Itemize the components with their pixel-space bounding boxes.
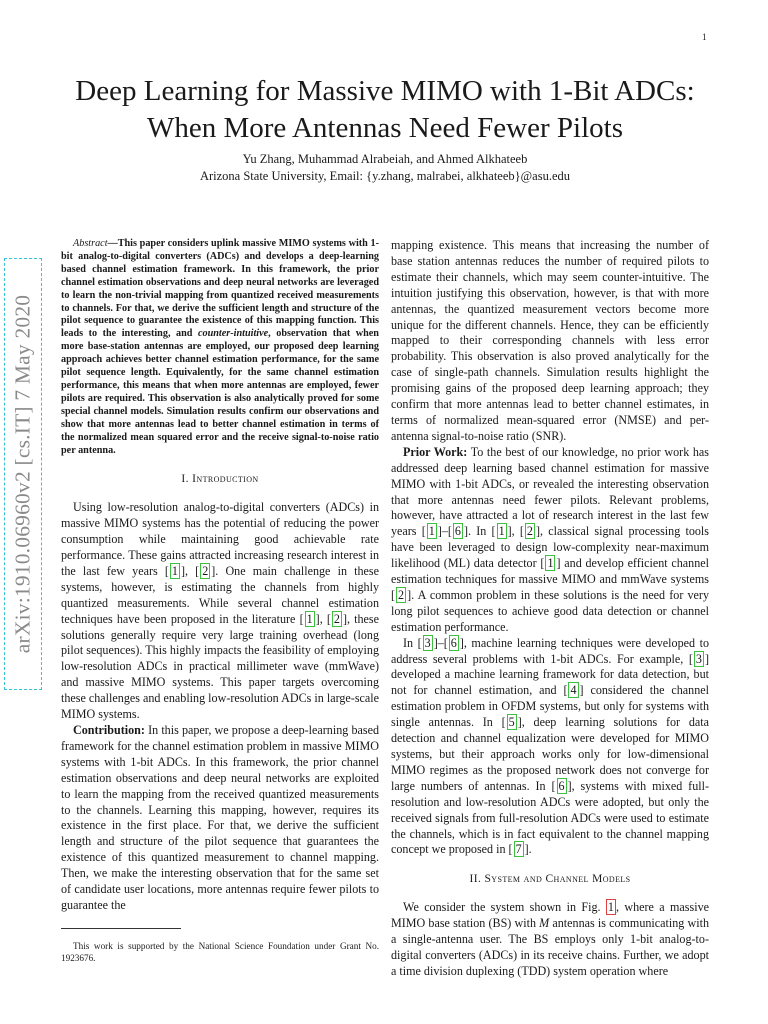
contribution-paragraph [61, 723, 379, 914]
text-run: , machine learning techniques were developed to address several problems with 1-bit ADCs. For example, [391, 635, 709, 666]
text-run: developed a machine learning framework for data detection, but not for channel estimation, and [391, 667, 709, 698]
affiliation: Arizona State University, Email: {y.zhang, malrabei, alkhateeb}@asu.edu [199, 169, 571, 183]
ml-paragraph: In [ 3 ]–[ 6 ], machine learning techniques were developed to address several problems with 1-bit ADCs. For example, [ 3 ] developed a machine learning framework for data detection, but not for channel estimation, and [ 4 ] considered the channel estimation problem in OFDM systems, but only for systems with single antennas. In [ 5 ], deep learning solutions for data detection and channel equalization were developed for MIMO systems, but their approach works only for low-dimensional MIMO regimes as the proposed network does not converge for large numbers of antennas. In [ 6 ], systems with mixed full-resolution and low-resolution ADCs were adopted, but only the received signals from full-resolution ADCs were used to estimate the channels, which is in fact equivalent to the channel mapping concept we proposed in [ 7 ]. [391, 635, 710, 857]
prior-work-paragraph: Prior Work: To the best of our knowledge, no prior work has addressed deep learning based channel estimation for massive MIMO with 1-bit ADCs, or revealed the interesting observation that more antennas need fewer pilots. Relevant problems, however, have attracted a lot of research interest in the last few years [ 1 ]–[ 6 ]. In [ 1 ], [ 2 ], classical signal processing tools have been leveraged to design low-complexity near-maximum likelihood (ML) data detector [ 1 ] and develop efficient channel estimation techniques for massive MIMO and mmWave systems [ 2 ]. A common problem in these solutions is the need for very long pilot sequences to achieve good data detection or channel estimation performance. [391, 444, 710, 634]
citation-link[interactable]: 6 [454, 524, 461, 539]
text-run: Using low-resolution analog-to-digital converters (ADCs) in massive MIMO systems has the potential of reducing the power consumption while maintaining good achievable rate performance. These gains attracted increasing research interest in the last few years [61, 500, 379, 578]
citation-link[interactable]: 3 [424, 635, 431, 650]
text-run: , where a massive MIMO base station (BS) with [391, 900, 709, 931]
citation-link[interactable]: 2 [398, 587, 405, 602]
text-run: , [319, 611, 327, 626]
author-block [60, 151, 710, 185]
paragraph-heading: Prior Work: [403, 444, 468, 459]
author-names: Yu Zhang, Muhammad Alrabeiah, and Ahmed Alkhateeb [242, 152, 528, 166]
text-run: In this paper, we propose a deep-learning based framework for the channel estimation problem in massive MIMO systems with 1-bit ADCs. In this framework, the prior channel estimation observations and deep neural networks are exploited to learn the mapping from the received quantized measurements to the channels. Learning this mapping, however, requires its existence in the first place. For that, we derive the sufficient length and structure of the pilot sequence that guarantees the existence of this quantized measurement to channel mapping. Then, we make the interesting observation that for the same set of candidate user locations, more antennas require fewer pilots to guarantee the [61, 723, 379, 912]
citation-link[interactable]: 1 [428, 524, 435, 539]
text-run: . A common problem in these solutions is the need for very long pilot sequences to achieve good data detection or channel estimation performance. [391, 587, 709, 634]
continued-paragraph: mapping existence. This means that increasing the number of base station antennas reduces the number of required pilots to estimate their channels, which may seem counter-intuitive. The intuition justifying this observation, however, is that with more antennas, the quantized measurement vectors become more unique for the different channels. Hence, they can be efficiently mapped to their corresponding channels with less error probability. This observation is also proved analytically for the case of single-path channels. Simulation results highlight the promising gains of the proposed deep learning approach; they confirm that more antennas lead to better channel estimates, in terms of normalized mean-squared error (NMSE) and per-antenna signal-to-noise ratio (SNR). [391, 238, 709, 443]
citation-link[interactable]: 1 [547, 556, 554, 571]
paper-title: Deep Learning for Massive MIMO with 1-Bit ADCs: When More Antennas Need Fewer Pilots [75, 75, 695, 144]
abstract [61, 238, 379, 457]
text-run: . One main challenge in these systems, however, is estimating the channels from highly quantized measurements. While several channel estimation techniques have been proposed in the literature [61, 563, 380, 626]
citation-link[interactable]: 2 [333, 611, 340, 626]
citation-link[interactable]: 2 [526, 524, 533, 539]
abstract-emphasis: counter-intuitive [197, 328, 269, 340]
text-run: and develop efficient channel estimation techniques for massive MIMO and mmWave systems [391, 556, 710, 587]
citation-link[interactable]: 1 [306, 611, 313, 626]
left-column [61, 238, 379, 914]
text-run: We consider the system shown in Fig. [403, 900, 606, 915]
citation-link[interactable]: 1 [171, 563, 178, 578]
citation-link[interactable]: 6 [450, 635, 457, 650]
citation-link[interactable]: 6 [558, 778, 565, 793]
page-number: 1 [702, 32, 707, 42]
text-run: , systems with mixed full-resolution and low-resolution ADCs were adopted, but only the received signals from full-resolution ADCs were used to estimate the channels, which is in fact equivalent to the channel mapping concept we proposed in [391, 778, 710, 857]
right-column [391, 238, 709, 980]
text-run: , [184, 563, 196, 578]
citation-link[interactable]: 4 [570, 683, 577, 698]
citation-link[interactable]: 1 [498, 524, 505, 539]
text-run: In [403, 635, 418, 650]
text-run: . [528, 842, 532, 857]
citation-link[interactable]: 7 [515, 842, 522, 857]
text-run: , deep learning solutions for data detection and channel equalization were developed for MIMO systems, but their approach works only for low-dimensional MIMO regimes as the proposed network does not converge for large numbers of antennas. In [391, 715, 709, 793]
system-paragraph [391, 900, 709, 980]
abstract-text: —This paper considers uplink massive MIMO systems with 1-bit analog-to-digital converters (ADCs) and develops a deep-learning based channel estimation framework. In this framework, the prior channel estimation observations and deep neural networks are leveraged to learn the non-trivial mapping from quantized received measurements to channels. For that, we derive the sufficient length and structure of the pilot sequence to guarantee the existence of this mapping function. This leads to the interesting, and [61, 238, 379, 340]
section-heading-introduction: I. Introduction [181, 473, 259, 486]
citation-link[interactable]: 5 [508, 715, 515, 730]
text-run: antennas is communicating with a single-antenna user. The BS employs only 1-bit analog-to-digital converters (ADCs) in its receive chains. Further, we adopt a time division duplexing (TDD) system operation where [391, 916, 709, 978]
text-run: considered the channel estimation problem in OFDM systems, but only for systems with single antennas. In [391, 683, 709, 730]
paragraph-heading: Contribution: [73, 723, 145, 737]
text-run: . In [468, 524, 492, 539]
math-variable: M [539, 916, 550, 931]
figure-link[interactable]: 1 [607, 900, 614, 915]
citation-link[interactable]: 2 [202, 563, 209, 578]
text-run: , classical signal processing tools have been leveraged to design low-complexity near-maximum likelihood (ML) data detector [391, 524, 709, 571]
abstract-label: Abstract [73, 238, 108, 249]
footnote-rule [61, 928, 181, 929]
text-run: To the best of our knowledge, no prior work has addressed deep learning based channel estimation for massive MIMO with 1-bit ADCs, or revealed the interesting observation that more antennas need fewer pilots. Relevant problems, however, have attracted a lot of research interest in the last few years [391, 444, 709, 539]
text-run: – [437, 635, 444, 650]
abstract-text: , observation that when more base-station antennas are employed, our proposed deep learning approach achieves better channel estimation performance, for the same pilot sequence length. Equivalently, for the same channel estimation performance, this means that when more antennas are employed, fewer pilots are required. This observation is also analytically proved for some special channel models. Simulation results confirm our observations and show that more antennas lead to better channel estimation in terms of the normalized mean squared error and the receive signal-to-noise ratio per antenna. [61, 328, 379, 456]
intro-paragraph: Using low-resolution analog-to-digital converters (ADCs) in massive MIMO systems has the potential of reducing the power consumption while maintaining good achievable rate performance. These gains attracted increasing research interest in the last few years [ 1 ], [ 2 ]. One main challenge in these systems, however, is estimating the channels from highly quantized measurements. While several channel estimation techniques have been proposed in the literature [ 1 ], [ 2 ], these solutions generally require very large training overhead (long pilot sequences). This highly impacts the feasibility of employing low-resolution ADCs in practical millimeter wave (mmWave) and massive MIMO systems. This paper targets overcoming these challenges and enabling low-resolution ADCs in large-scale MIMO systems. [61, 500, 380, 722]
text-run: , [511, 524, 520, 539]
arxiv-id: arXiv:1910.06960v2 [cs.IT] 7 May 2020 [10, 294, 35, 654]
text-run: , these solutions generally require very large training overhead (long pilot sequences). This highly impacts the feasibility of employing low-resolution ADCs in practical millimeter wave (mmWave) and massive MIMO systems. This paper targets overcoming these challenges and enabling low-resolution ADCs in large-scale MIMO systems. [61, 611, 379, 722]
arxiv-stamp[interactable] [4, 258, 42, 690]
citation-link[interactable]: 3 [695, 651, 702, 666]
footnote: This work is supported by the National Science Foundation under Grant No. 1923676. [61, 941, 379, 963]
section-heading-system-model: II. System and Channel Models [469, 873, 631, 886]
text-run: – [441, 524, 448, 539]
